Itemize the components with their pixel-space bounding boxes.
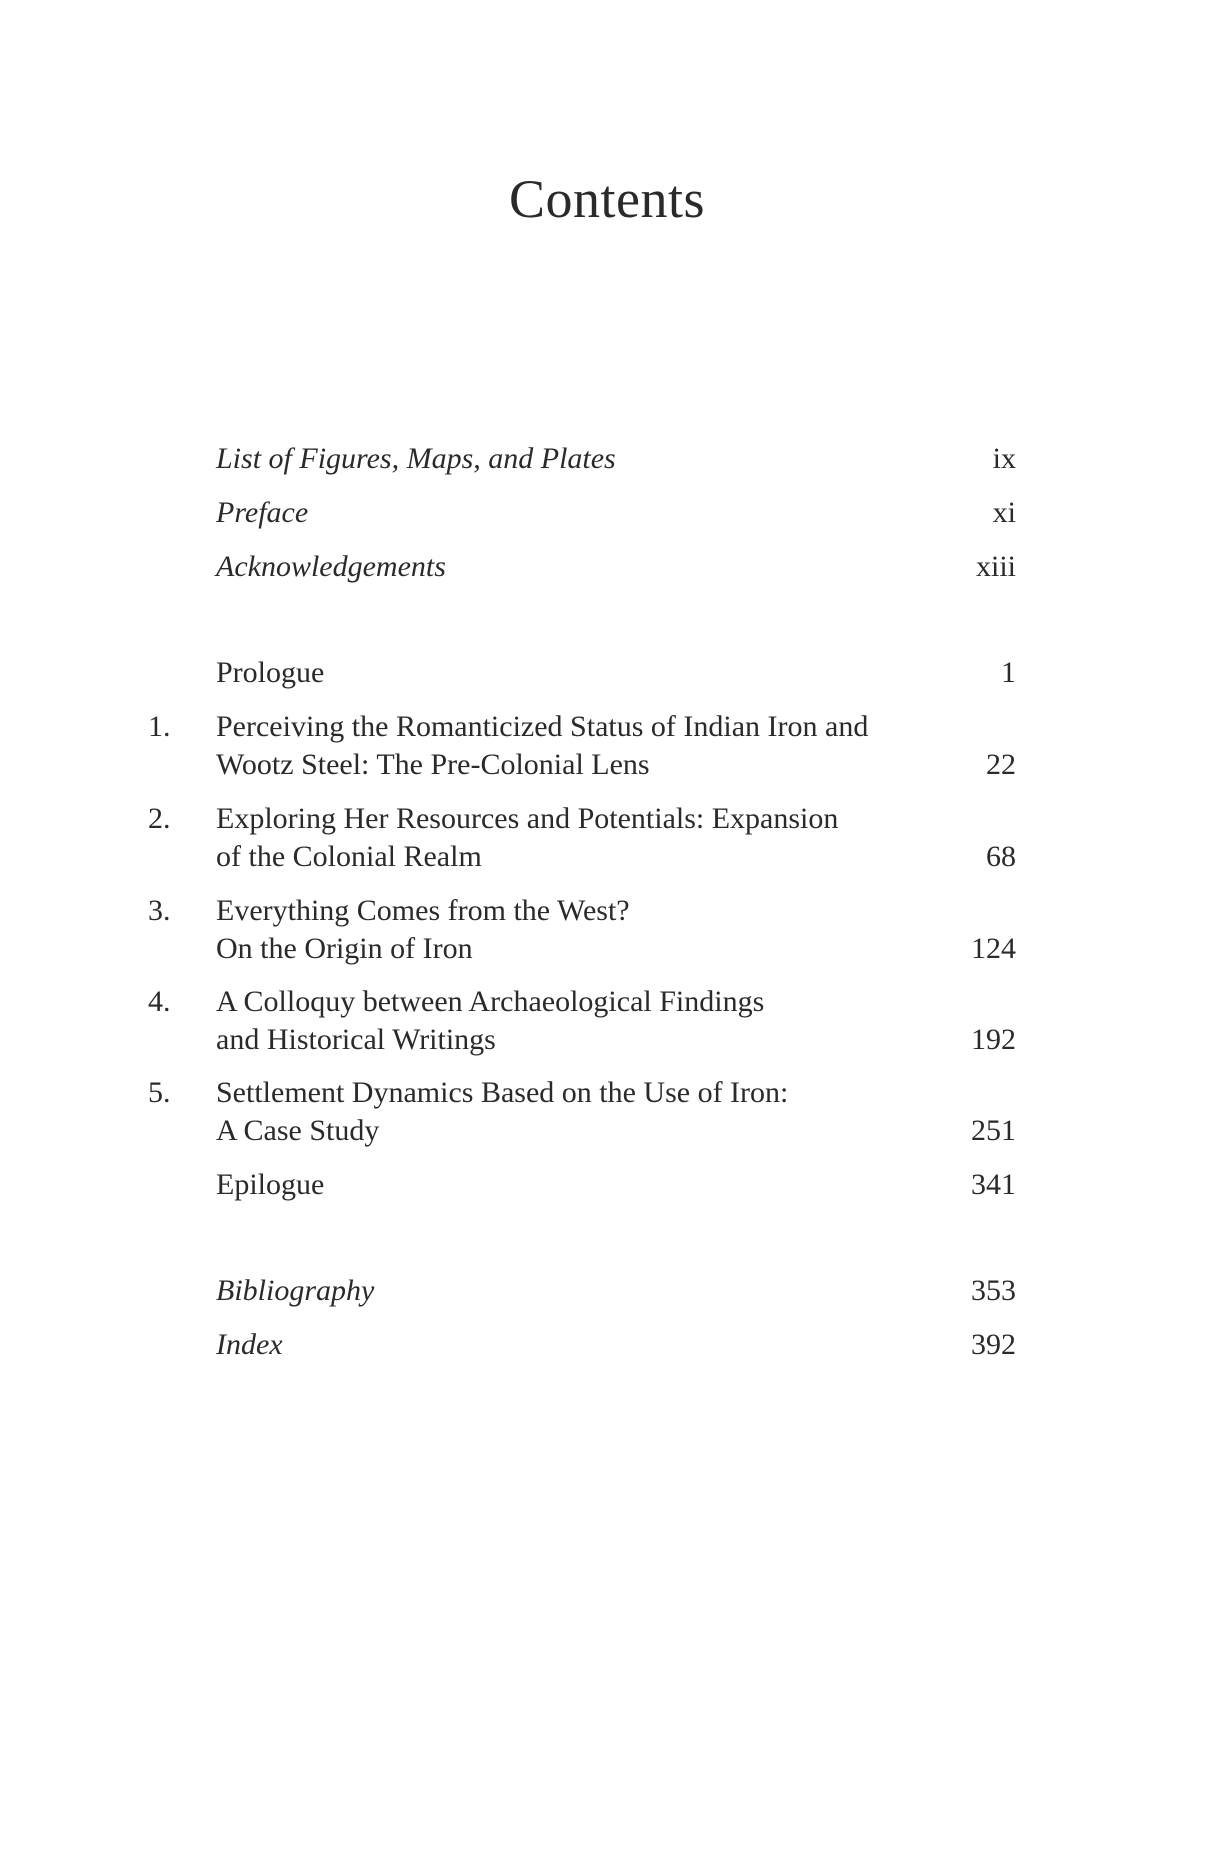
toc-entry-title: Epilogue xyxy=(216,1168,325,1201)
toc-entry-title xyxy=(216,800,936,876)
toc-entry-page: 1 xyxy=(1001,656,1016,689)
chapter-number: 2. xyxy=(148,802,171,835)
toc-entry-title: Prologue xyxy=(216,656,325,689)
toc-entry-page: xiii xyxy=(975,550,1016,583)
toc-entry-title xyxy=(216,983,936,1059)
toc-entry-page: 68 xyxy=(986,840,1016,873)
toc-entry-page: ix xyxy=(992,442,1016,475)
toc-entry-page: 22 xyxy=(986,748,1016,781)
toc-entry-page: 392 xyxy=(971,1328,1016,1361)
chapter-number: 3. xyxy=(148,894,171,927)
title-line: Everything Comes from the West? xyxy=(216,894,630,927)
title-line: A Colloquy between Archaeological Findings xyxy=(216,985,765,1018)
chapter-number: 1. xyxy=(148,710,171,743)
toc-entry-page: 251 xyxy=(971,1114,1016,1147)
page-title: Contents xyxy=(508,169,705,229)
toc-entry-title xyxy=(216,708,936,784)
toc-entry-title: Preface xyxy=(216,496,309,529)
toc-entry-page: 192 xyxy=(971,1023,1016,1056)
title-line: Exploring Her Resources and Potentials: Expansion xyxy=(216,802,839,835)
toc-entry-title: Index xyxy=(216,1328,283,1361)
title-line: Settlement Dynamics Based on the Use of Iron: xyxy=(216,1076,789,1109)
title-line: of the Colonial Realm xyxy=(216,840,482,873)
chapter-number: 4. xyxy=(148,985,171,1018)
toc-entry-title: Acknowledgements xyxy=(216,550,446,583)
toc-entry-title: Bibliography xyxy=(216,1274,375,1307)
toc-entry-page: 353 xyxy=(971,1274,1016,1307)
title-line: Perceiving the Romanticized Status of Indian Iron and xyxy=(216,710,869,743)
title-line: and Historical Writings xyxy=(216,1023,496,1056)
chapter-number: 5. xyxy=(148,1076,171,1109)
toc-entry-title: List of Figures, Maps, and Plates xyxy=(216,442,616,475)
toc-entry-page: 124 xyxy=(971,932,1016,965)
title-line: A Case Study xyxy=(216,1114,380,1147)
toc-entry-title xyxy=(216,892,936,968)
title-line: Wootz Steel: The Pre-Colonial Lens xyxy=(216,748,650,781)
title-line: On the Origin of Iron xyxy=(216,932,473,965)
toc-entry-page: xi xyxy=(992,496,1016,529)
toc-entry-title xyxy=(216,1074,936,1150)
toc-entry-page: 341 xyxy=(971,1168,1016,1201)
